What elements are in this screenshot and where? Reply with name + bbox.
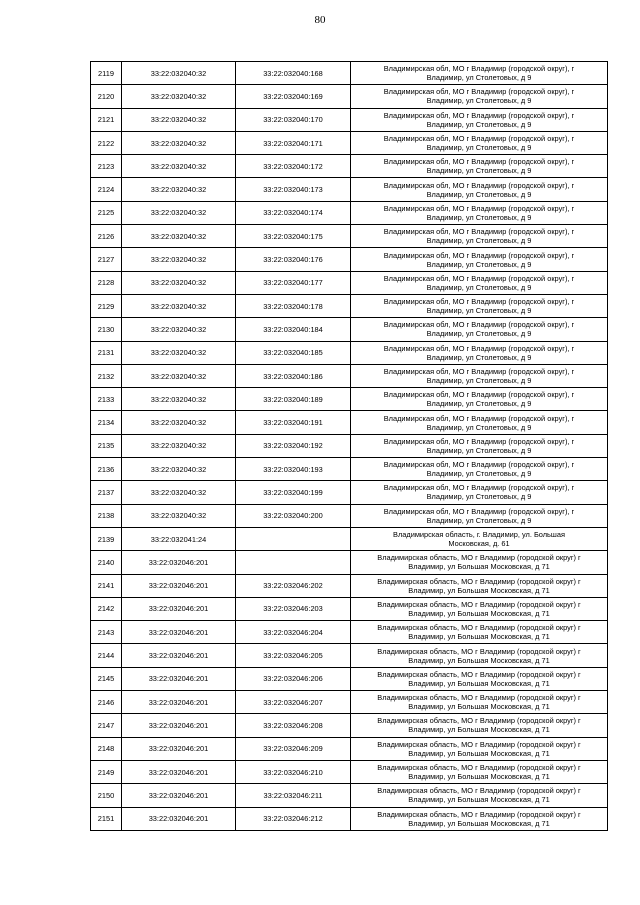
address-line-1: Владимирская обл, МО г Владимир (городской округ), г [383,110,575,120]
address-cell [351,667,608,690]
table-row [91,155,608,178]
address-line-2: Владимир, ул Столетовых, д 9 [426,376,532,385]
cadastral-number-cell: 33:22:032040:185 [236,341,351,364]
page-number: 80 [314,14,326,26]
table-row [91,714,608,737]
block-number-cell: 33:22:032040:32 [122,294,236,317]
block-number-cell: 33:22:032046:201 [122,621,236,644]
address-line-2: Владимир, ул Большая Московская, д 71 [408,562,550,572]
address-line-2: Владимир, ул Столетовых, д 9 [426,422,532,432]
address-line-2: Владимир, ул Большая Московская, д 71 [408,725,550,735]
row-number-cell: 2146 [91,691,122,714]
row-number-cell: 2139 [91,527,122,550]
table-row [91,551,608,574]
address-line-1: Владимирская область, МО г Владимир (городской округ) г [377,716,581,726]
block-number-cell: 33:22:032040:32 [122,62,236,85]
block-number-cell: 33:22:032040:32 [122,341,236,364]
address-cell [351,807,608,830]
address-cell [351,318,608,341]
address-line-1: Владимирская область, МО г Владимир (городской округ) г [377,739,581,749]
address-line-1: Владимирская обл, МО г Владимир (городской округ), г [383,297,575,307]
block-number-cell: 33:22:032040:32 [122,85,236,108]
table-row [91,527,608,550]
address-line-2: Владимир, ул Большая Московская, д 71 [408,585,550,595]
address-line-2: Владимир, ул Столетовых, д 9 [426,96,532,106]
row-number-cell: 2124 [91,178,122,201]
table-row [91,108,608,131]
address-cell [351,481,608,504]
address-line-2: Владимир, ул Большая Московская, д 71 [408,748,550,758]
row-number-cell: 2130 [91,318,122,341]
cadastral-number-cell: 33:22:032040:174 [236,201,351,224]
address-line-1: Владимирская обл, МО г Владимир (городской округ), г [383,203,575,213]
address-line-2: Московская, д. 61 [448,539,510,549]
address-cell [351,294,608,317]
address-line-2: Владимир, ул Большая Московская, д 71 [408,632,550,642]
address-cell [351,411,608,434]
row-number-cell: 2144 [91,644,122,667]
block-number-cell: 33:22:032046:201 [122,644,236,667]
address-cell [351,341,608,364]
table-row [91,318,608,341]
address-line-2: Владимир, ул Столетовых, д 9 [426,212,532,222]
table-row [91,225,608,248]
cadastral-number-cell: 33:22:032040:184 [236,318,351,341]
address-cell [351,714,608,737]
block-number-cell: 33:22:032046:201 [122,667,236,690]
cadastral-number-cell [236,551,351,574]
row-number-cell: 2147 [91,714,122,737]
address-line-2: Владимир, ул Столетовых, д 9 [426,352,532,362]
address-line-1: Владимирская область, МО г Владимир (городской округ) г [377,599,581,609]
address-line-2: Владимир, ул Столетовых, д 9 [426,166,532,176]
address-line-1: Владимирская область, МО г Владимир (городской округ) г [377,623,581,633]
address-line-1: Владимирская обл, МО г Владимир (городской округ), г [383,483,575,493]
address-line-1: Владимирская обл, МО г Владимир (городской округ), г [383,157,575,167]
address-line-1: Владимирская обл, МО г Владимир (городской округ), г [383,64,575,74]
block-number-cell: 33:22:032040:32 [122,248,236,271]
row-number-cell: 2127 [91,248,122,271]
row-number-cell: 2132 [91,364,122,387]
row-number-cell: 2142 [91,597,122,620]
row-number-cell: 2120 [91,85,122,108]
cadastral-number-cell: 33:22:032046:211 [236,784,351,807]
address-line-2: Владимир, ул Большая Московская, д 71 [408,702,550,712]
block-number-cell: 33:22:032040:32 [122,178,236,201]
row-number-cell: 2145 [91,667,122,690]
block-number-cell: 33:22:032040:32 [122,481,236,504]
address-cell [351,248,608,271]
address-line-1: Владимирская область, МО г Владимир (городской округ) г [377,809,581,819]
address-cell [351,458,608,481]
cadastral-number-cell: 33:22:032040:172 [236,155,351,178]
table-row [91,644,608,667]
block-number-cell: 33:22:032040:32 [122,458,236,481]
row-number-cell: 2140 [91,551,122,574]
block-number-cell: 33:22:032040:32 [122,434,236,457]
row-number-cell: 2138 [91,504,122,527]
cadastral-number-cell: 33:22:032046:207 [236,691,351,714]
table-row [91,504,608,527]
block-number-cell: 33:22:032046:201 [122,714,236,737]
address-line-2: Владимир, ул Столетовых, д 9 [426,306,532,316]
table-row [91,760,608,783]
address-line-2: Владимир, ул Столетовых, д 9 [426,492,532,502]
block-number-cell: 33:22:032046:201 [122,784,236,807]
table-row [91,458,608,481]
address-cell [351,201,608,224]
address-cell [351,574,608,597]
address-cell [351,155,608,178]
address-line-2: Владимир, ул Большая Московская, д 71 [408,772,550,782]
table-row [91,621,608,644]
table-row [91,388,608,411]
cadastral-number-cell: 33:22:032046:205 [236,644,351,667]
table-row [91,364,608,387]
address-line-1: Владимирская обл, МО г Владимир (городской округ), г [383,390,575,400]
block-number-cell: 33:22:032046:201 [122,807,236,830]
table-row [91,481,608,504]
table-row [91,807,608,830]
address-line-1: Владимирская область, г. Владимир, ул. Большая [393,530,565,540]
row-number-cell: 2129 [91,294,122,317]
cadastral-number-cell: 33:22:032046:208 [236,714,351,737]
address-line-2: Владимир, ул Столетовых, д 9 [426,119,532,129]
cadastral-number-cell: 33:22:032040:186 [236,364,351,387]
cadastral-number-cell: 33:22:032040:173 [236,178,351,201]
cadastral-number-cell: 33:22:032046:210 [236,760,351,783]
cadastral-number-cell: 33:22:032040:191 [236,411,351,434]
row-number-cell: 2136 [91,458,122,481]
row-number-cell: 2119 [91,62,122,85]
cadastral-number-cell: 33:22:032040:171 [236,131,351,154]
block-number-cell: 33:22:032046:201 [122,691,236,714]
address-line-1: Владимирская обл, МО г Владимир (городской округ), г [383,227,575,237]
address-line-2: Владимир, ул Большая Московская, д 71 [408,655,550,665]
row-number-cell: 2123 [91,155,122,178]
cadastral-number-cell: 33:22:032040:192 [236,434,351,457]
table-row [91,271,608,294]
address-line-2: Владимир, ул Столетовых, д 9 [426,143,532,153]
row-number-cell: 2122 [91,131,122,154]
block-number-cell: 33:22:032040:32 [122,271,236,294]
address-line-1: Владимирская обл, МО г Владимир (городской округ), г [383,250,575,260]
address-cell [351,388,608,411]
block-number-cell: 33:22:032040:32 [122,411,236,434]
block-number-cell: 33:22:032040:32 [122,225,236,248]
cadastral-number-cell: 33:22:032046:212 [236,807,351,830]
table-row [91,201,608,224]
address-line-1: Владимирская обл, МО г Владимир (городской округ), г [383,273,575,283]
cadastral-number-cell: 33:22:032040:189 [236,388,351,411]
address-line-2: Владимир, ул Большая Московская, д 71 [408,678,550,688]
row-number-cell: 2131 [91,341,122,364]
block-number-cell: 33:22:032040:32 [122,504,236,527]
block-number-cell: 33:22:032040:32 [122,318,236,341]
row-number-cell: 2128 [91,271,122,294]
address-line-1: Владимирская обл, МО г Владимир (городской округ), г [383,320,575,330]
cadastral-number-cell: 33:22:032046:204 [236,621,351,644]
address-line-2: Владимир, ул Столетовых, д 9 [426,189,532,199]
address-line-1: Владимирская область, МО г Владимир (городской округ) г [377,786,581,796]
address-cell [351,691,608,714]
block-number-cell: 33:22:032040:32 [122,364,236,387]
table-row [91,411,608,434]
row-number-cell: 2149 [91,760,122,783]
address-line-1: Владимирская область, МО г Владимир (городской округ) г [377,553,581,563]
address-cell [351,527,608,550]
row-number-cell: 2126 [91,225,122,248]
table-row [91,691,608,714]
row-number-cell: 2135 [91,434,122,457]
address-line-1: Владимирская обл, МО г Владимир (городской округ), г [383,436,575,446]
address-cell [351,597,608,620]
block-number-cell: 33:22:032046:201 [122,760,236,783]
address-line-1: Владимирская обл, МО г Владимир (городской округ), г [383,134,575,144]
address-line-2: Владимир, ул Большая Московская, д 71 [408,608,550,618]
cadastral-number-cell: 33:22:032046:206 [236,667,351,690]
address-cell [351,784,608,807]
address-line-2: Владимир, ул Столетовых, д 9 [426,515,532,525]
table-row [91,597,608,620]
address-line-2: Владимир, ул Столетовых, д 9 [426,282,532,292]
row-number-cell: 2148 [91,737,122,760]
address-line-2: Владимир, ул Столетовых, д 9 [426,469,532,479]
registry-table [90,61,608,831]
cadastral-number-cell: 33:22:032046:209 [236,737,351,760]
table-row [91,178,608,201]
cadastral-number-cell: 33:22:032046:202 [236,574,351,597]
cadastral-number-cell: 33:22:032046:203 [236,597,351,620]
table-row [91,341,608,364]
address-line-1: Владимирская обл, МО г Владимир (городской округ), г [383,180,575,190]
cadastral-number-cell: 33:22:032040:193 [236,458,351,481]
address-cell [351,225,608,248]
table-row [91,62,608,85]
address-line-1: Владимирская область, МО г Владимир (городской округ) г [377,646,581,656]
address-line-1: Владимирская область, МО г Владимир (городской округ) г [377,693,581,703]
cadastral-number-cell: 33:22:032040:199 [236,481,351,504]
table-row [91,784,608,807]
address-line-2: Владимир, ул Столетовых, д 9 [426,259,532,269]
block-number-cell: 33:22:032046:201 [122,597,236,620]
row-number-cell: 2134 [91,411,122,434]
row-number-cell: 2151 [91,807,122,830]
block-number-cell: 33:22:032046:201 [122,574,236,597]
block-number-cell: 33:22:032040:32 [122,108,236,131]
row-number-cell: 2143 [91,621,122,644]
address-line-2: Владимир, ул Столетовых, д 9 [426,236,532,246]
block-number-cell: 33:22:032040:32 [122,388,236,411]
address-line-2: Владимир, ул Столетовых, д 9 [426,445,532,455]
address-line-1: Владимирская область, МО г Владимир (городской округ) г [377,669,581,679]
table-row [91,294,608,317]
address-line-1: Владимирская обл, МО г Владимир (городской округ), г [383,413,575,423]
row-number-cell: 2125 [91,201,122,224]
row-number-cell: 2121 [91,108,122,131]
table-row [91,85,608,108]
cadastral-number-cell: 33:22:032040:178 [236,294,351,317]
row-number-cell: 2150 [91,784,122,807]
block-number-cell: 33:22:032040:32 [122,155,236,178]
block-number-cell: 33:22:032046:201 [122,551,236,574]
address-cell [351,364,608,387]
block-number-cell: 33:22:032040:32 [122,131,236,154]
cadastral-number-cell: 33:22:032040:200 [236,504,351,527]
table-row [91,574,608,597]
address-line-1: Владимирская обл, МО г Владимир (городской округ), г [383,343,575,353]
table-row [91,248,608,271]
table-row [91,131,608,154]
cadastral-number-cell: 33:22:032040:175 [236,225,351,248]
address-line-2: Владимир, ул Большая Московская, д 71 [408,818,550,828]
address-line-1: Владимирская обл, МО г Владимир (городской округ), г [383,506,575,516]
address-cell [351,108,608,131]
address-cell [351,178,608,201]
row-number-cell: 2133 [91,388,122,411]
table-row [91,737,608,760]
table-body [91,62,608,831]
address-line-1: Владимирская обл, МО г Владимир (городской округ), г [383,367,575,376]
address-line-1: Владимирская обл, МО г Владимир (городской округ), г [383,87,575,97]
block-number-cell: 33:22:032046:201 [122,737,236,760]
block-number-cell: 33:22:032041:24 [122,527,236,550]
cadastral-number-cell: 33:22:032040:169 [236,85,351,108]
cadastral-number-cell: 33:22:032040:168 [236,62,351,85]
address-cell [351,644,608,667]
address-cell [351,271,608,294]
cadastral-number-cell: 33:22:032040:176 [236,248,351,271]
address-line-2: Владимир, ул Столетовых, д 9 [426,329,532,339]
table-row [91,667,608,690]
cadastral-number-cell: 33:22:032040:170 [236,108,351,131]
address-cell [351,551,608,574]
address-line-1: Владимирская область, МО г Владимир (городской округ) г [377,576,581,586]
row-number-cell: 2141 [91,574,122,597]
address-line-2: Владимир, ул Столетовых, д 9 [426,73,532,83]
address-cell [351,434,608,457]
cadastral-number-cell: 33:22:032040:177 [236,271,351,294]
row-number-cell: 2137 [91,481,122,504]
address-cell [351,131,608,154]
address-line-2: Владимир, ул Большая Московская, д 71 [408,795,550,805]
address-line-1: Владимирская область, МО г Владимир (городской округ) г [377,763,581,773]
address-cell [351,760,608,783]
address-line-2: Владимир, ул Столетовых, д 9 [426,399,532,409]
block-number-cell: 33:22:032040:32 [122,201,236,224]
address-cell [351,504,608,527]
address-cell [351,621,608,644]
address-cell [351,62,608,85]
address-cell [351,85,608,108]
address-cell [351,737,608,760]
address-line-1: Владимирская обл, МО г Владимир (городской округ), г [383,460,575,470]
cadastral-number-cell [236,527,351,550]
table-row [91,434,608,457]
